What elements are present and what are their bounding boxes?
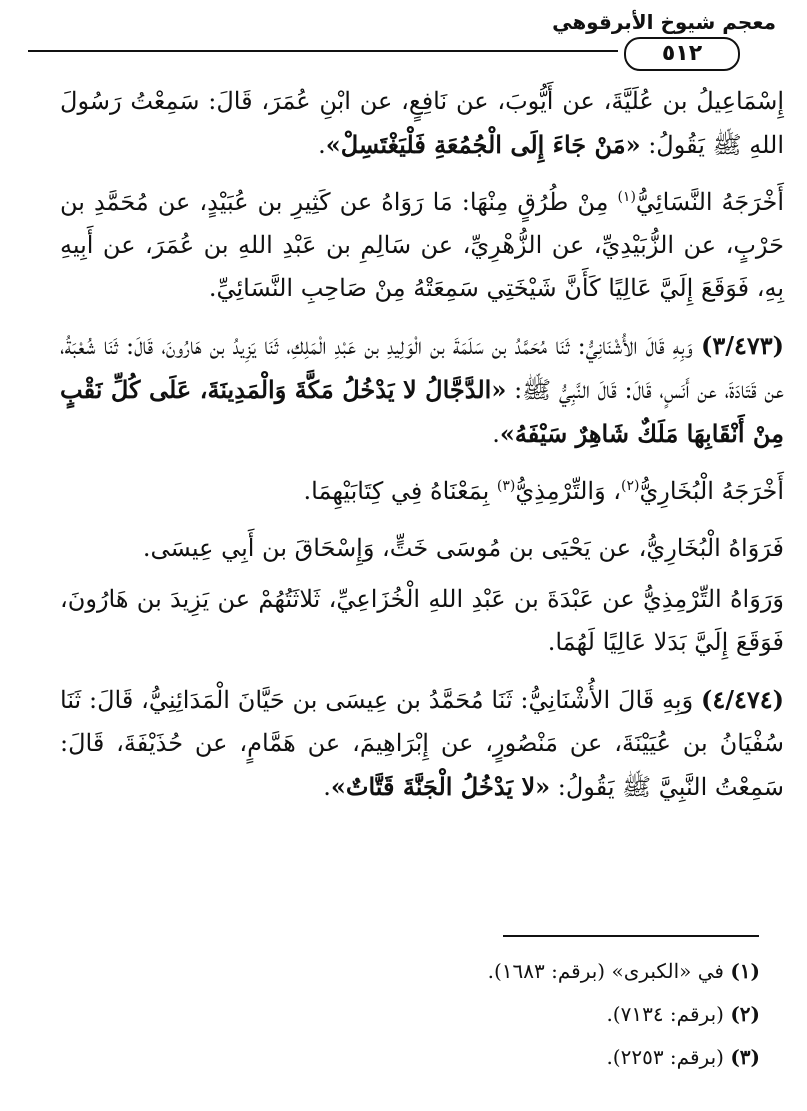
paragraph-text: إِسْمَاعِيلُ بن عُلَيَّةَ، عن أَيُّوبَ، عن نَافِعٍ، عن ابْنِ عُمَرَ، قَالَ: سَمِعْتُ رَسُولَ اللهِ ﷺ يَقُولُ: — [60, 87, 784, 159]
footnote-number: (٣) — [730, 1045, 760, 1069]
paragraph-6 — [60, 578, 784, 664]
paragraph-text: ، وَالتِّرْمِذِيُّ — [515, 477, 622, 505]
footnote-rule — [503, 935, 759, 937]
paragraph-text: وَبِهِ قَالَ الأُشْنَانِيُّ: ثَنَا مُحَمَّدُ بن سَلَمَةَ بن الْوَلِيدِ بن عَبْدِ الْمَلِكِ، ثَنَا يَزِيدُ بن هَارُونَ، قَالَ: ثَنَا شُعْبَةُ، عن قَتَادَةَ، عن أَنَسٍ، قَالَ: قَالَ النَّبِيُّ ﷺ: — [60, 332, 784, 404]
footnote-ref: (٣) — [496, 478, 516, 494]
footnote-ref: (١) — [617, 189, 636, 205]
header-rule — [28, 50, 618, 52]
hadith-number: (٤/٤٧٤) — [700, 685, 784, 714]
footnote-number: (١) — [730, 959, 760, 983]
paragraph-text: وَرَوَاهُ التِّرْمِذِيُّ عن عَبْدَةَ بن عَبْدِ اللهِ الْخُزَاعِيِّ، ثَلاثَتُهُمْ عن يَزِيدَ بن هَارُونَ، فَوَقَعَ إِلَيَّ بَدَلا عَالِيًا لَهُمَا. — [60, 585, 784, 656]
paragraph-3 — [60, 324, 784, 456]
body-text — [60, 80, 784, 817]
footnote-text: في «الكبرى» (برقم: ١٦٨٣). — [487, 959, 731, 983]
page-number: ٥١٢ — [624, 37, 740, 71]
footnote-ref: (٢) — [621, 478, 640, 494]
hadith-quote: «لا يَدْخُلُ الْجَنَّةَ قَتَّاتٌ» — [330, 772, 551, 801]
footnote-1 — [60, 950, 760, 993]
hadith-number: (٣/٤٧٣) — [700, 331, 784, 360]
paragraph-5 — [60, 527, 784, 570]
footnote-text: (برقم: ٢٢٥٣). — [606, 1045, 731, 1069]
paragraph-text: . — [323, 773, 331, 801]
footnote-text: (برقم: ٧١٣٤). — [606, 1002, 731, 1026]
paragraph-text: بِمَعْنَاهُ فِي كِتَابَيْهِمَا. — [303, 477, 497, 505]
paragraph-7 — [60, 678, 784, 809]
paragraph-text: أَخْرَجَهُ الْبُخَارِيُّ — [639, 477, 784, 505]
hadith-quote: «مَنْ جَاءَ إِلَى الْجُمُعَةِ فَلْيَغْتَسِلْ» — [325, 130, 641, 159]
paragraph-text: وَبِهِ قَالَ الأُشْنَانِيُّ: ثَنَا مُحَمَّدُ بن عِيسَى بن حَيَّانَ الْمَدَائِنِيُّ، قَالَ: ثَنَا سُفْيَانُ بن عُيَيْنَةَ، عن مَنْصُورٍ، عن إِبْرَاهِيمَ، عن هَمَّامٍ، عن حُذَيْفَةَ، قَالَ: سَمِعْتُ النَّبِيَّ ﷺ يَقُولُ: — [60, 686, 784, 801]
paragraph-2 — [60, 181, 784, 310]
paragraph-text: . — [492, 420, 500, 448]
footnote-2 — [60, 993, 760, 1036]
paragraph-text: أَخْرَجَهُ النَّسَائِيُّ — [635, 188, 785, 216]
paragraph-4 — [60, 470, 784, 513]
paragraph-text: . — [318, 131, 326, 159]
running-title: معجم شيوخ الأبرقوهي — [552, 10, 776, 34]
page-header — [28, 6, 784, 66]
hadith-quote: «الدَّجَّالُ لا يَدْخُلُ مَكَّةَ وَالْمَدِينَةَ، عَلَى كُلِّ نَقْبٍ مِنْ أَنْقَابِهَا مَلَكٌ شَاهِرٌ سَيْفَهُ» — [60, 375, 784, 448]
paragraph-text: مِنْ طُرُقٍ مِنْهَا: مَا رَوَاهُ عن كَثِيرِ بن عُبَيْدٍ، عن مُحَمَّدِ بن حَرْبٍ، عن الزُّبَيْدِيِّ، عن الزُّهْرِيِّ، عن سَالِمِ بن عَبْدِ اللهِ بن عُمَرَ، عن أَبِيهِ بِهِ، فَوَقَعَ إِلَيَّ عَالِيًا كَأَنَّ شَيْخَتِي سَمِعَتْهُ مِنْ صَاحِبِ النَّسَائِيِّ. — [60, 188, 785, 302]
footnotes — [60, 950, 760, 1079]
footnote-number: (٢) — [730, 1002, 760, 1026]
paragraph-1 — [60, 80, 784, 167]
paragraph-text: فَرَوَاهُ الْبُخَارِيُّ، عن يَحْيَى بن مُوسَى خَتٍّ، وَإِسْحَاقَ بن أَبِي عِيسَى. — [142, 534, 784, 562]
footnote-3 — [60, 1036, 760, 1079]
